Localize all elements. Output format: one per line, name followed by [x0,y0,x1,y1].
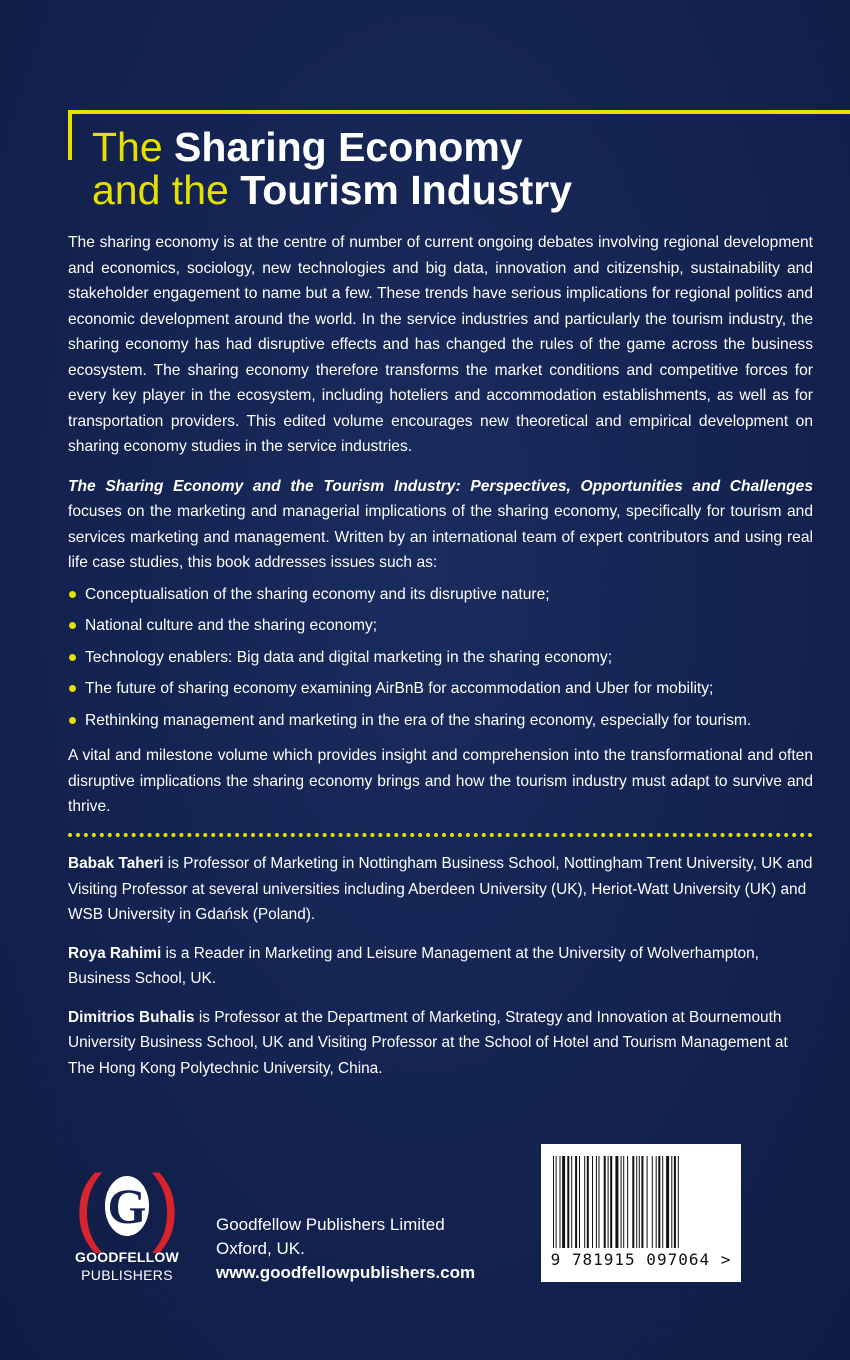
barcode-bar [610,1156,612,1248]
barcode-bar [556,1156,557,1248]
list-item-text: Technology enablers: Big data and digital marketing in the sharing economy; [85,648,613,666]
author-bio-text: is a Reader in Marketing and Leisure Management at the University of Wolverhampton, Business School, UK. [68,944,759,987]
bullet-dot-icon [69,717,76,724]
list-item-text: Rethinking management and marketing in the era of the sharing economy, especially for tourism. [85,711,752,729]
barcode-bar [596,1156,597,1248]
author-bio-text: is Professor at the Department of Marketing, Strategy and Innovation at Bournemouth University Business School, UK and Visiting Professor at the School of Hotel and Tourism Management at The Hong Kong Polytechnic University, China. [68,1008,788,1077]
title-line1-light: The [92,124,175,170]
barcode-bar [656,1156,657,1248]
barcode-bar [678,1156,679,1248]
isbn-barcode [541,1144,741,1282]
barcode-bar [599,1156,600,1248]
logo-close-paren: ) [151,1158,180,1254]
barcode-bar [641,1156,643,1248]
author-bio [68,851,813,928]
barcode-bar [579,1156,580,1248]
logo-name: GOODFELLOW [75,1249,179,1265]
list-item [68,676,813,702]
logo-open-paren: ( [74,1158,103,1254]
list-item-text: National culture and the sharing economy; [85,617,378,634]
barcode-bar [567,1156,569,1248]
blurb-paragraph-3: A vital and milestone volume which provides insight and comprehension into the transformational and often disruptive implications the sharing economy brings and how the tourism industry must adapt to survive and thrive. [68,747,813,815]
barcode-bar [587,1156,589,1248]
blurb-paragraph-2 [68,474,813,576]
author-bio [68,1005,813,1082]
isbn-text: 9 781915 097064 > [550,1250,732,1269]
publisher-url: www.goodfellowpublishers.com [216,1263,476,1282]
topic-list [68,582,813,734]
barcode-bar [571,1156,572,1248]
barcode-bar [615,1156,618,1248]
publisher-info [216,1213,475,1285]
book-title-reference: The Sharing Economy and the Tourism Industry: Perspectives, Opportunities and Challenges [68,477,813,495]
author-name: Roya Rahimi [68,944,162,962]
barcode-bar [608,1156,609,1248]
barcode-bar [584,1156,585,1248]
author-name: Babak Taheri [68,855,164,872]
barcode-bar [652,1156,653,1248]
title-line2-bold: Tourism Industry [240,167,573,213]
author-bio-text: is Professor of Marketing in Nottingham Business School, Nottingham Trent University, UK and Visiting Professor at several universities including Aberdeen University (UK), Heriot-Watt University (UK) and WSB University in Gdańsk (Poland). [68,855,813,923]
list-item-text: The future of sharing economy examining AirBnB for accommodation and Uber for mobility; [85,680,714,697]
author-bio [68,941,813,992]
barcode-bar [674,1156,676,1248]
barcode-bar [560,1156,561,1248]
barcode-bar [623,1156,624,1248]
barcode-bar [658,1156,660,1248]
barcode-icon [553,1156,729,1248]
blurb-paragraph-1: The sharing economy is at the centre of number of current ongoing debates involving regional development and economics, sociology, new technologies and big data, innovation and citizenship, sustainability and stakeholder engagement to name but a few. These trends have serious implications for regional politics and economic development around the world. In the service industries and particularly the tourism industry, the sharing economy has had disruptive effects and has changed the rules of the game across the business ecosystem. The sharing economy therefore transforms the market conditions and competitive forces for every key player in the ecosystem, including hoteliers and accommodation establishments, as well as for transportation providers. This edited volume encourages new theoretical and empirical development on sharing economy studies in the service industries. [68,234,813,455]
barcode-bar [671,1156,672,1248]
list-item [68,613,813,639]
publisher-location: Oxford, UK. [216,1239,305,1258]
logo-letter: G [105,1176,150,1236]
barcode-bar [639,1156,640,1248]
dotted-divider [68,833,813,837]
blurb-paragraph-2-text: focuses on the marketing and managerial implications of the sharing economy, specifically for tourism and services marketing and management. Written by an international team of expert contributors and using real life case studies, this book addresses issues such as: [68,503,813,571]
publisher-logo [62,1158,192,1287]
blurb [68,230,813,820]
book-title [92,126,572,212]
barcode-bar [604,1156,606,1248]
author-name: Dimitrios Buhalis [68,1008,195,1026]
barcode-bar [621,1156,622,1248]
title-line1-bold: Sharing Economy [174,124,523,170]
barcode-bar [575,1156,577,1248]
bullet-dot-icon [69,591,76,598]
goodfellow-g-icon [74,1158,180,1254]
list-item [68,582,813,608]
barcode-bar [636,1156,637,1248]
title-line2-light: and the [92,167,241,213]
barcode-bar [662,1156,663,1248]
publisher-name: Goodfellow Publishers Limited [216,1215,445,1234]
list-item [68,708,813,734]
bullet-dot-icon [69,685,76,692]
barcode-bar [592,1156,593,1248]
list-item [68,645,813,671]
barcode-bar [647,1156,648,1248]
barcode-bar [666,1156,669,1248]
bullet-dot-icon [69,654,76,661]
bullet-dot-icon [69,622,76,629]
barcode-bar [627,1156,628,1248]
barcode-bar [553,1156,554,1248]
barcode-bar [632,1156,634,1248]
logo-subtitle: PUBLISHERS [81,1267,173,1283]
barcode-bar [562,1156,565,1248]
list-item-text: Conceptualisation of the sharing economy and its disruptive nature; [85,585,550,603]
author-bios [68,851,813,1094]
